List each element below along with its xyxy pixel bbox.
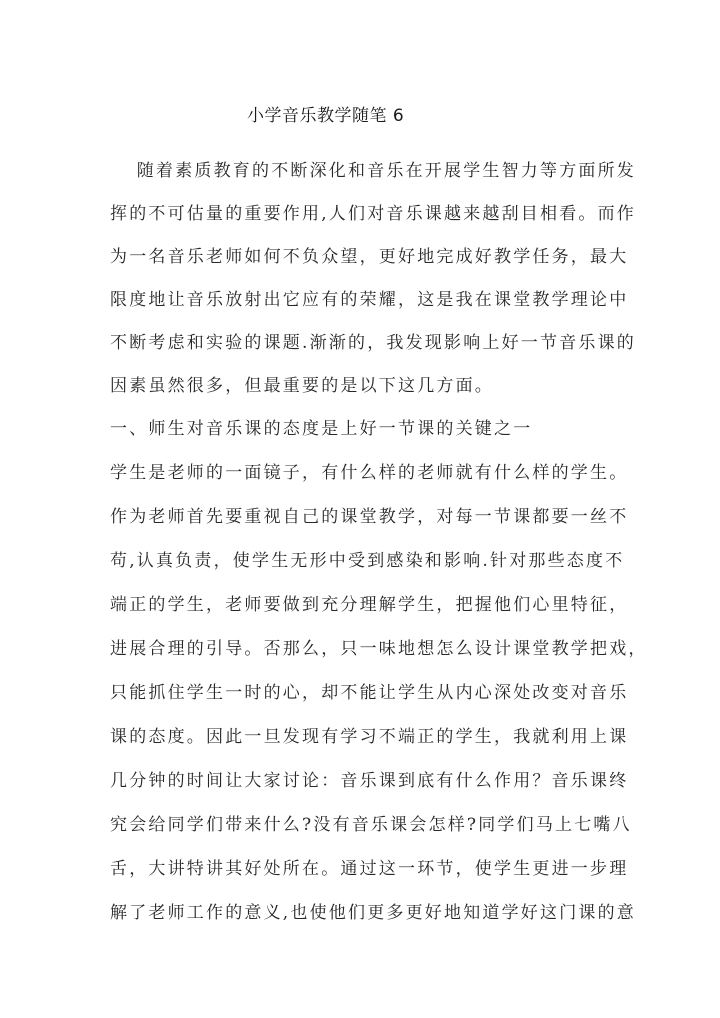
paragraph-line: 课的态度。因此一旦发现有学习不端正的学生，我就利用上课 [110, 727, 629, 747]
paragraph-line: 几分钟的时间让大家讨论：音乐课到底有什么作用？音乐课终 [110, 771, 629, 791]
document-title: 小学音乐教学随笔 6 [247, 106, 405, 126]
paragraph-line: 舌，大讲特讲其好处所在。通过这一环节，使学生更进一步理 [110, 859, 629, 879]
paragraph-line: 作为老师首先要重视自己的课堂教学，对每一节课都要一丝不 [110, 507, 629, 527]
paragraph-line: 不断考虑和实验的课题.渐渐的，我发现影响上好一节音乐课的 [110, 333, 637, 353]
paragraph-line: 挥的不可估量的重要作用,人们对音乐课越来越刮目相看。而作 [110, 204, 637, 224]
paragraph-line: 进展合理的引导。否那么，只一味地想怎么设计课堂教学把戏， [110, 639, 648, 659]
paragraph-line: 端正的学生，老师要做到充分理解学生，把握他们心里特征， [110, 595, 629, 615]
section-heading: 一、师生对音乐课的态度是上好一节课的关键之一 [110, 419, 533, 439]
paragraph-line: 随着素质教育的不断深化和音乐在开展学生智力等方面所发 [110, 161, 637, 181]
paragraph-line: 限度地让音乐放射出它应有的荣耀，这是我在课堂教学理论中 [110, 290, 629, 310]
paragraph-line: 学生是老师的一面镜子，有什么样的老师就有什么样的学生。 [110, 463, 629, 483]
paragraph-line: 苟,认真负责，使学生无形中受到感染和影响.针对那些态度不 [110, 551, 625, 571]
paragraph-line: 因素虽然很多，但最重要的是以下这几方面。 [110, 376, 494, 396]
paragraph-line: 为一名音乐老师如何不负众望，更好地完成好教学任务，最大 [110, 247, 629, 267]
paragraph-line: 解了老师工作的意义,也使他们更多更好地知道学好这门课的意 [110, 903, 637, 923]
paragraph-line: 究会给同学们带来什么?没有音乐课会怎样?同学们马上七嘴八 [110, 815, 632, 835]
paragraph-line: 只能抓住学生一时的心，却不能让学生从内心深处改变对音乐 [110, 683, 629, 703]
